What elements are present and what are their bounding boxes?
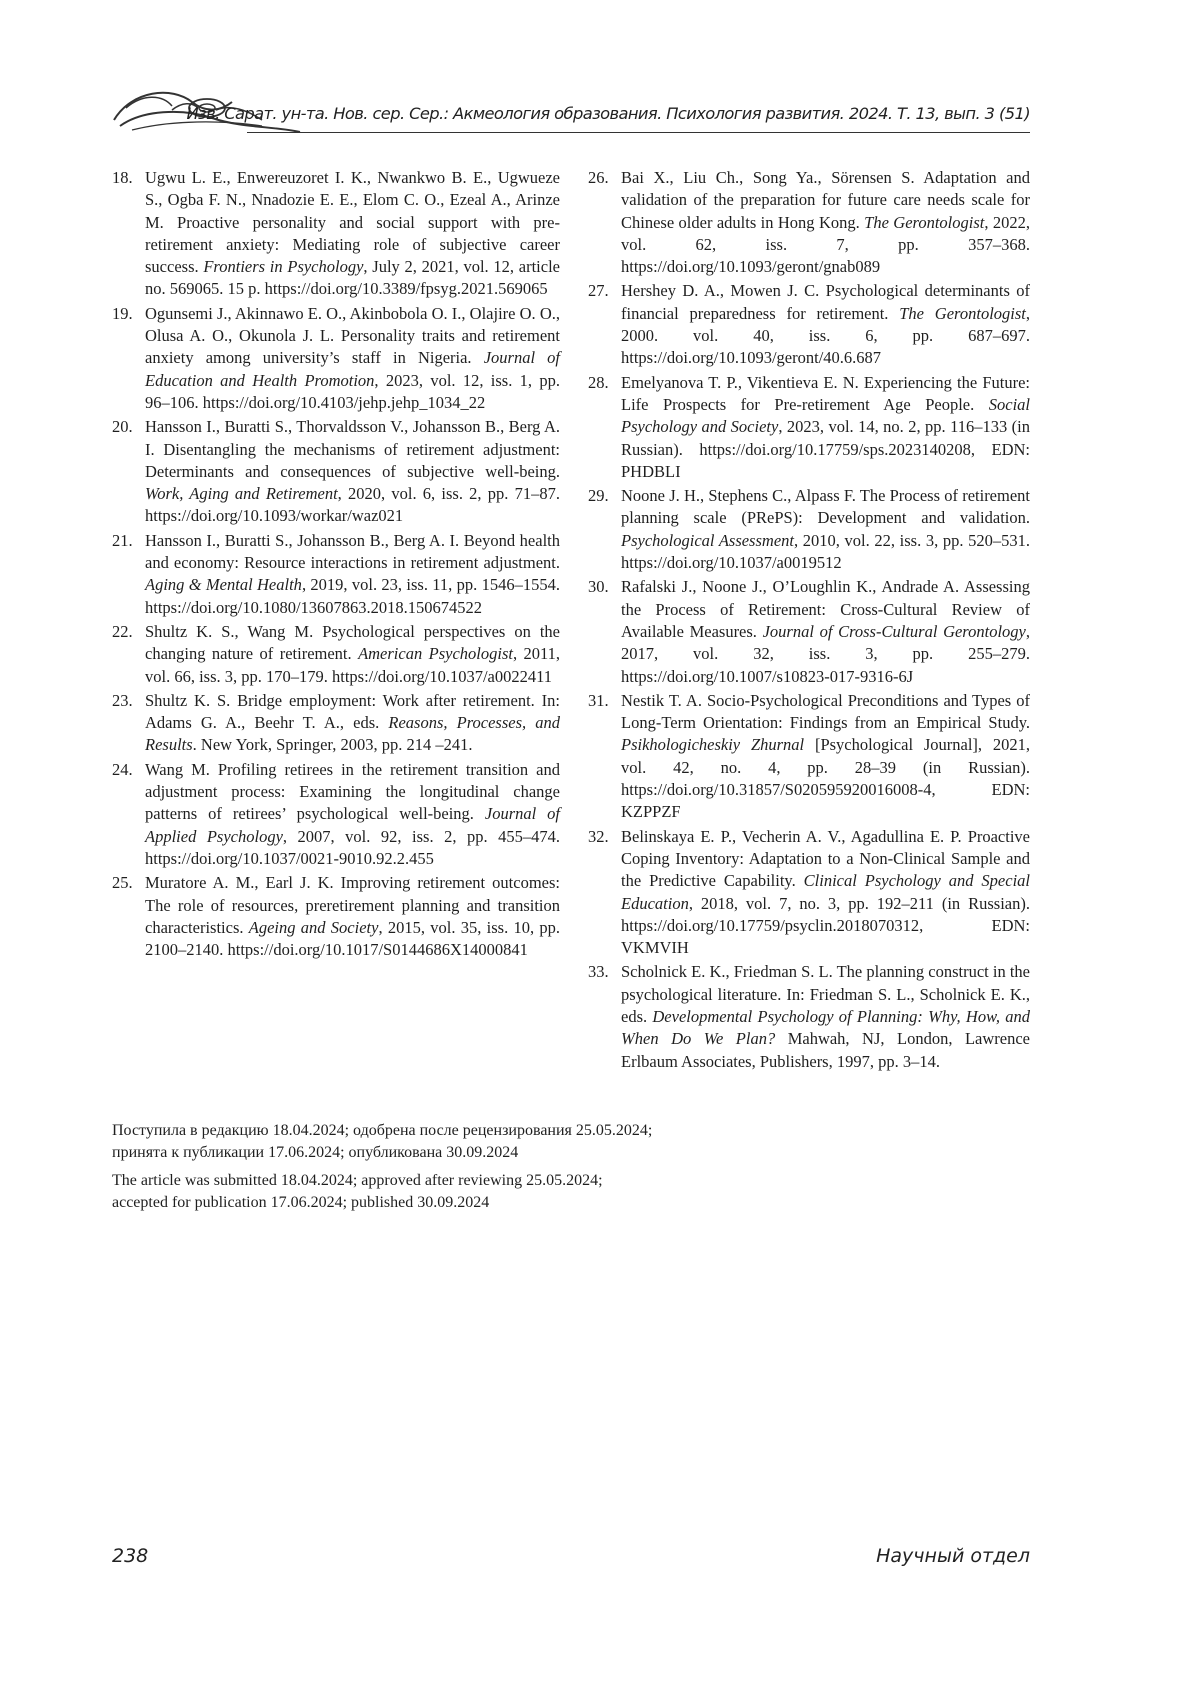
reference-text-part: Muratore A. M., Earl J. K. Improving retirement outcomes: The role of resources, preretirement planning and transition characteristics. — [145, 873, 560, 937]
reference-text — [621, 576, 1030, 687]
reference-text-part: , 2010, vol. 22, iss. 3, pp. 520–531. https://doi.org/10.1037/a0019512 — [621, 531, 1030, 572]
reference-text-part: Shultz K. S., Wang M. Psychological perspectives on the changing nature of retirement. — [145, 622, 560, 663]
reference-text — [621, 280, 1030, 369]
reference-source-title: Work, Aging and Retirement — [145, 484, 338, 503]
running-header — [112, 80, 1030, 136]
reference-text-part: Ugwu L. E., Enwereuzoret I. K., Nwankwo B. E., Ugwueze S., Ogba F. N., Nnadozie E. E., Elom C. O., Ezeal A., Arinze M. Proactive personality and social support with pre-retirement anxiety: Mediating role of subjective career success. — [145, 168, 560, 276]
reference-text-part: . New York, Springer, 2003, pp. 214 –241. — [193, 735, 473, 754]
reference-source-title: Social Psychology and Society — [621, 395, 1030, 436]
reference-text-part: Emelyanova T. P., Vikentieva E. N. Experiencing the Future: Life Prospects for Pre-retirement Age People. — [621, 373, 1030, 414]
reference-text-part: , 2007, vol. 92, iss. 2, pp. 455–474. https://doi.org/10.1037/0021-9010.92.2.455 — [145, 827, 560, 868]
reference-text-part: Noone J. H., Stephens C., Alpass F. The Process of retirement planning scale (PRePS): Development and validation. — [621, 486, 1030, 527]
reference-number: 22. — [112, 621, 133, 643]
reference-text-part: , 2019, vol. 23, iss. 11, pp. 1546–1554. https://doi.org/10.1080/13607863.2018.150674522 — [145, 575, 560, 616]
reference-text-part: , 2023, vol. 14, no. 2, pp. 116–133 (in Russian). https://doi.org/10.17759/sps.2023140208, EDN: PHDBLI — [621, 417, 1030, 481]
reference-text-part: , July 2, 2021, vol. 12, article no. 569065. 15 p. https://doi.org/10.3389/fpsyg.2021.569065 — [145, 257, 560, 298]
reference-text-part: , 2020, vol. 6, iss. 2, pp. 71–87. https://doi.org/10.1093/workar/waz021 — [145, 484, 560, 525]
reference-text-part: , 2023, vol. 12, iss. 1, pp. 96–106. https://doi.org/10.4103/jehp.jehp_1034_22 — [145, 371, 560, 412]
reference-item — [588, 961, 1030, 1072]
reference-number: 24. — [112, 759, 133, 781]
reference-number: 32. — [588, 826, 609, 848]
notes-english — [112, 1170, 752, 1214]
reference-text — [621, 485, 1030, 574]
reference-number: 25. — [112, 872, 133, 894]
reference-number: 30. — [588, 576, 609, 598]
reference-text — [145, 759, 560, 870]
reference-text-part: , 2015, vol. 35, iss. 10, pp. 2100–2140. https://doi.org/10.1017/S0144686X14000841 — [145, 918, 560, 959]
reference-text-part: Shultz K. S. Bridge employment: Work after retirement. In: Adams G. A., Beehr T. A., eds. — [145, 691, 560, 732]
reference-item — [112, 303, 560, 414]
reference-text-part: [Psychological Journal], 2021, vol. 42, no. 4, pp. 28–39 (in Russian). https://doi.org/10.31857/S020595920016008-4, EDN: KZPPZF — [621, 735, 1030, 821]
reference-source-title: Psychological Assessment — [621, 531, 794, 550]
reference-item — [588, 167, 1030, 278]
reference-text-part: , 2018, vol. 7, no. 3, pp. 192–211 (in Russian). https://doi.org/10.17759/psyclin.2018070312, EDN: VKMVIH — [621, 894, 1030, 958]
references-left-column — [112, 167, 560, 963]
reference-source-title: The Gerontologist — [899, 304, 1026, 323]
reference-item — [112, 759, 560, 870]
references-right-column — [588, 167, 1030, 1075]
reference-source-title: Frontiers in Psychology — [203, 257, 363, 276]
reference-number: 23. — [112, 690, 133, 712]
reference-number: 26. — [588, 167, 609, 189]
journal-title: Изв. Сарат. ун-та. Нов. сер. Сер.: Акмеология образования. Психология развития. 2024. Т. 13, вып. 3 (51) — [186, 104, 1030, 123]
header-rule — [247, 132, 1030, 133]
reference-text — [145, 530, 560, 619]
reference-text-part: Mahwah, NJ, London, Lawrence Erlbaum Associates, Publishers, 1997, pp. 3–14. — [621, 1029, 1030, 1070]
reference-text — [145, 167, 560, 301]
reference-number: 27. — [588, 280, 609, 302]
reference-text-part: Hershey D. A., Mowen J. C. Psychological determinants of financial preparedness for retirement. — [621, 281, 1030, 322]
reference-source-title: Ageing and Society — [249, 918, 379, 937]
reference-text-part: Rafalski J., Noone J., O’Loughlin K., Andrade A. Assessing the Process of Retirement: Cross-Cultural Review of Available Measures. — [621, 577, 1030, 641]
reference-text-part: Hansson I., Buratti S., Johansson B., Berg A. I. Beyond health and economy: Resource interactions in retirement adjustment. — [145, 531, 560, 572]
reference-source-title: Journal of Education and Health Promotion — [145, 348, 560, 389]
reference-text-part: Nestik T. A. Socio-Psychological Preconditions and Types of Long-Term Orientation: Findings from an Empirical Study. — [621, 691, 1030, 732]
notes-en-line1: The article was submitted 18.04.2024; approved after reviewing 25.05.2024; — [112, 1172, 603, 1189]
notes-en-line2: accepted for publication 17.06.2024; published 30.09.2024 — [112, 1194, 489, 1211]
reference-text — [621, 961, 1030, 1072]
reference-source-title: Aging & Mental Health — [145, 575, 302, 594]
publication-notes — [112, 1120, 752, 1220]
reference-source-title: Psikhologicheskiy Zhurnal — [621, 735, 804, 754]
reference-list-right — [588, 167, 1030, 1073]
reference-number: 33. — [588, 961, 609, 983]
reference-text — [621, 826, 1030, 960]
reference-text-part: Hansson I., Buratti S., Thorvaldsson V., Johansson B., Berg A. I. Disentangling the mechanisms of retirement adjustment: Determinants and consequences of subjective well-being. — [145, 417, 560, 481]
reference-item — [588, 826, 1030, 960]
reference-text-part: Bai X., Liu Ch., Song Ya., Sörensen S. Adaptation and validation of the preparation for future care needs scale for Chinese older adults in Hong Kong. — [621, 168, 1030, 232]
reference-text — [145, 416, 560, 527]
reference-source-title: American Psychologist — [358, 644, 513, 663]
reference-item — [588, 280, 1030, 369]
reference-source-title: Journal of Applied Psychology — [145, 804, 560, 845]
reference-number: 21. — [112, 530, 133, 552]
section-name: Научный отдел — [876, 1545, 1030, 1567]
reference-list-left — [112, 167, 560, 961]
reference-text — [145, 303, 560, 414]
reference-source-title: Developmental Psychology of Planning: Why, How, and When Do We Plan? — [621, 1007, 1030, 1048]
reference-number: 20. — [112, 416, 133, 438]
reference-item — [112, 621, 560, 688]
reference-source-title: Journal of Cross-Cultural Gerontology — [763, 622, 1026, 641]
reference-text-part: , 2000. vol. 40, iss. 6, pp. 687–697. https://doi.org/10.1093/geront/40.6.687 — [621, 304, 1030, 368]
reference-item — [112, 167, 560, 301]
notes-ru-line1: Поступила в редакцию 18.04.2024; одобрена после рецензирования 25.05.2024; — [112, 1122, 652, 1139]
reference-text — [145, 621, 560, 688]
page-number: 238 — [112, 1545, 148, 1567]
reference-text — [145, 690, 560, 757]
reference-text-part: , 2017, vol. 32, iss. 3, pp. 255–279. https://doi.org/10.1007/s10823-017-9316-6J — [621, 622, 1030, 686]
reference-item — [112, 416, 560, 527]
reference-item — [112, 530, 560, 619]
reference-item — [112, 872, 560, 961]
notes-ru-line2: принята к публикации 17.06.2024; опубликована 30.09.2024 — [112, 1144, 518, 1161]
reference-source-title: Clinical Psychology and Special Education — [621, 871, 1030, 912]
reference-number: 31. — [588, 690, 609, 712]
reference-number: 18. — [112, 167, 133, 189]
reference-text — [621, 690, 1030, 824]
reference-number: 19. — [112, 303, 133, 325]
reference-item — [588, 372, 1030, 483]
reference-text-part: Ogunsemi J., Akinnawo E. O., Akinbobola O. I., Olajire O. O., Olusa A. O., Okunola J. L. Personality traits and retirement anxiety among university’s staff in Nigeria. — [145, 304, 560, 368]
reference-text — [621, 372, 1030, 483]
reference-text-part: , 2022, vol. 62, iss. 7, pp. 357–368. https://doi.org/10.1093/geront/gnab089 — [621, 213, 1030, 277]
reference-item — [112, 690, 560, 757]
notes-russian — [112, 1120, 752, 1164]
reference-item — [588, 576, 1030, 687]
reference-text-part: Wang M. Profiling retirees in the retirement transition and adjustment process: Examining the longitudinal change patterns of retirees’ psychological well-being. — [145, 760, 560, 824]
reference-text-part: Belinskaya E. P., Vecherin A. V., Agadullina E. P. Proactive Coping Inventory: Adaptation to a Non-Clinical Sample and the Predictive Capability. — [621, 827, 1030, 891]
reference-number: 28. — [588, 372, 609, 394]
reference-text — [621, 167, 1030, 278]
reference-source-title: The Gerontologist — [864, 213, 984, 232]
reference-source-title: Reasons, Processes, and Results — [145, 713, 560, 754]
reference-text-part: Scholnick E. K., Friedman S. L. The planning construct in the psychological literature. In: Friedman S. L., Scholnick E. K., eds. — [621, 962, 1030, 1026]
reference-text-part: , 2011, vol. 66, iss. 3, pp. 170–179. https://doi.org/10.1037/a0022411 — [145, 644, 560, 685]
reference-item — [588, 690, 1030, 824]
reference-number: 29. — [588, 485, 609, 507]
reference-text — [145, 872, 560, 961]
reference-item — [588, 485, 1030, 574]
